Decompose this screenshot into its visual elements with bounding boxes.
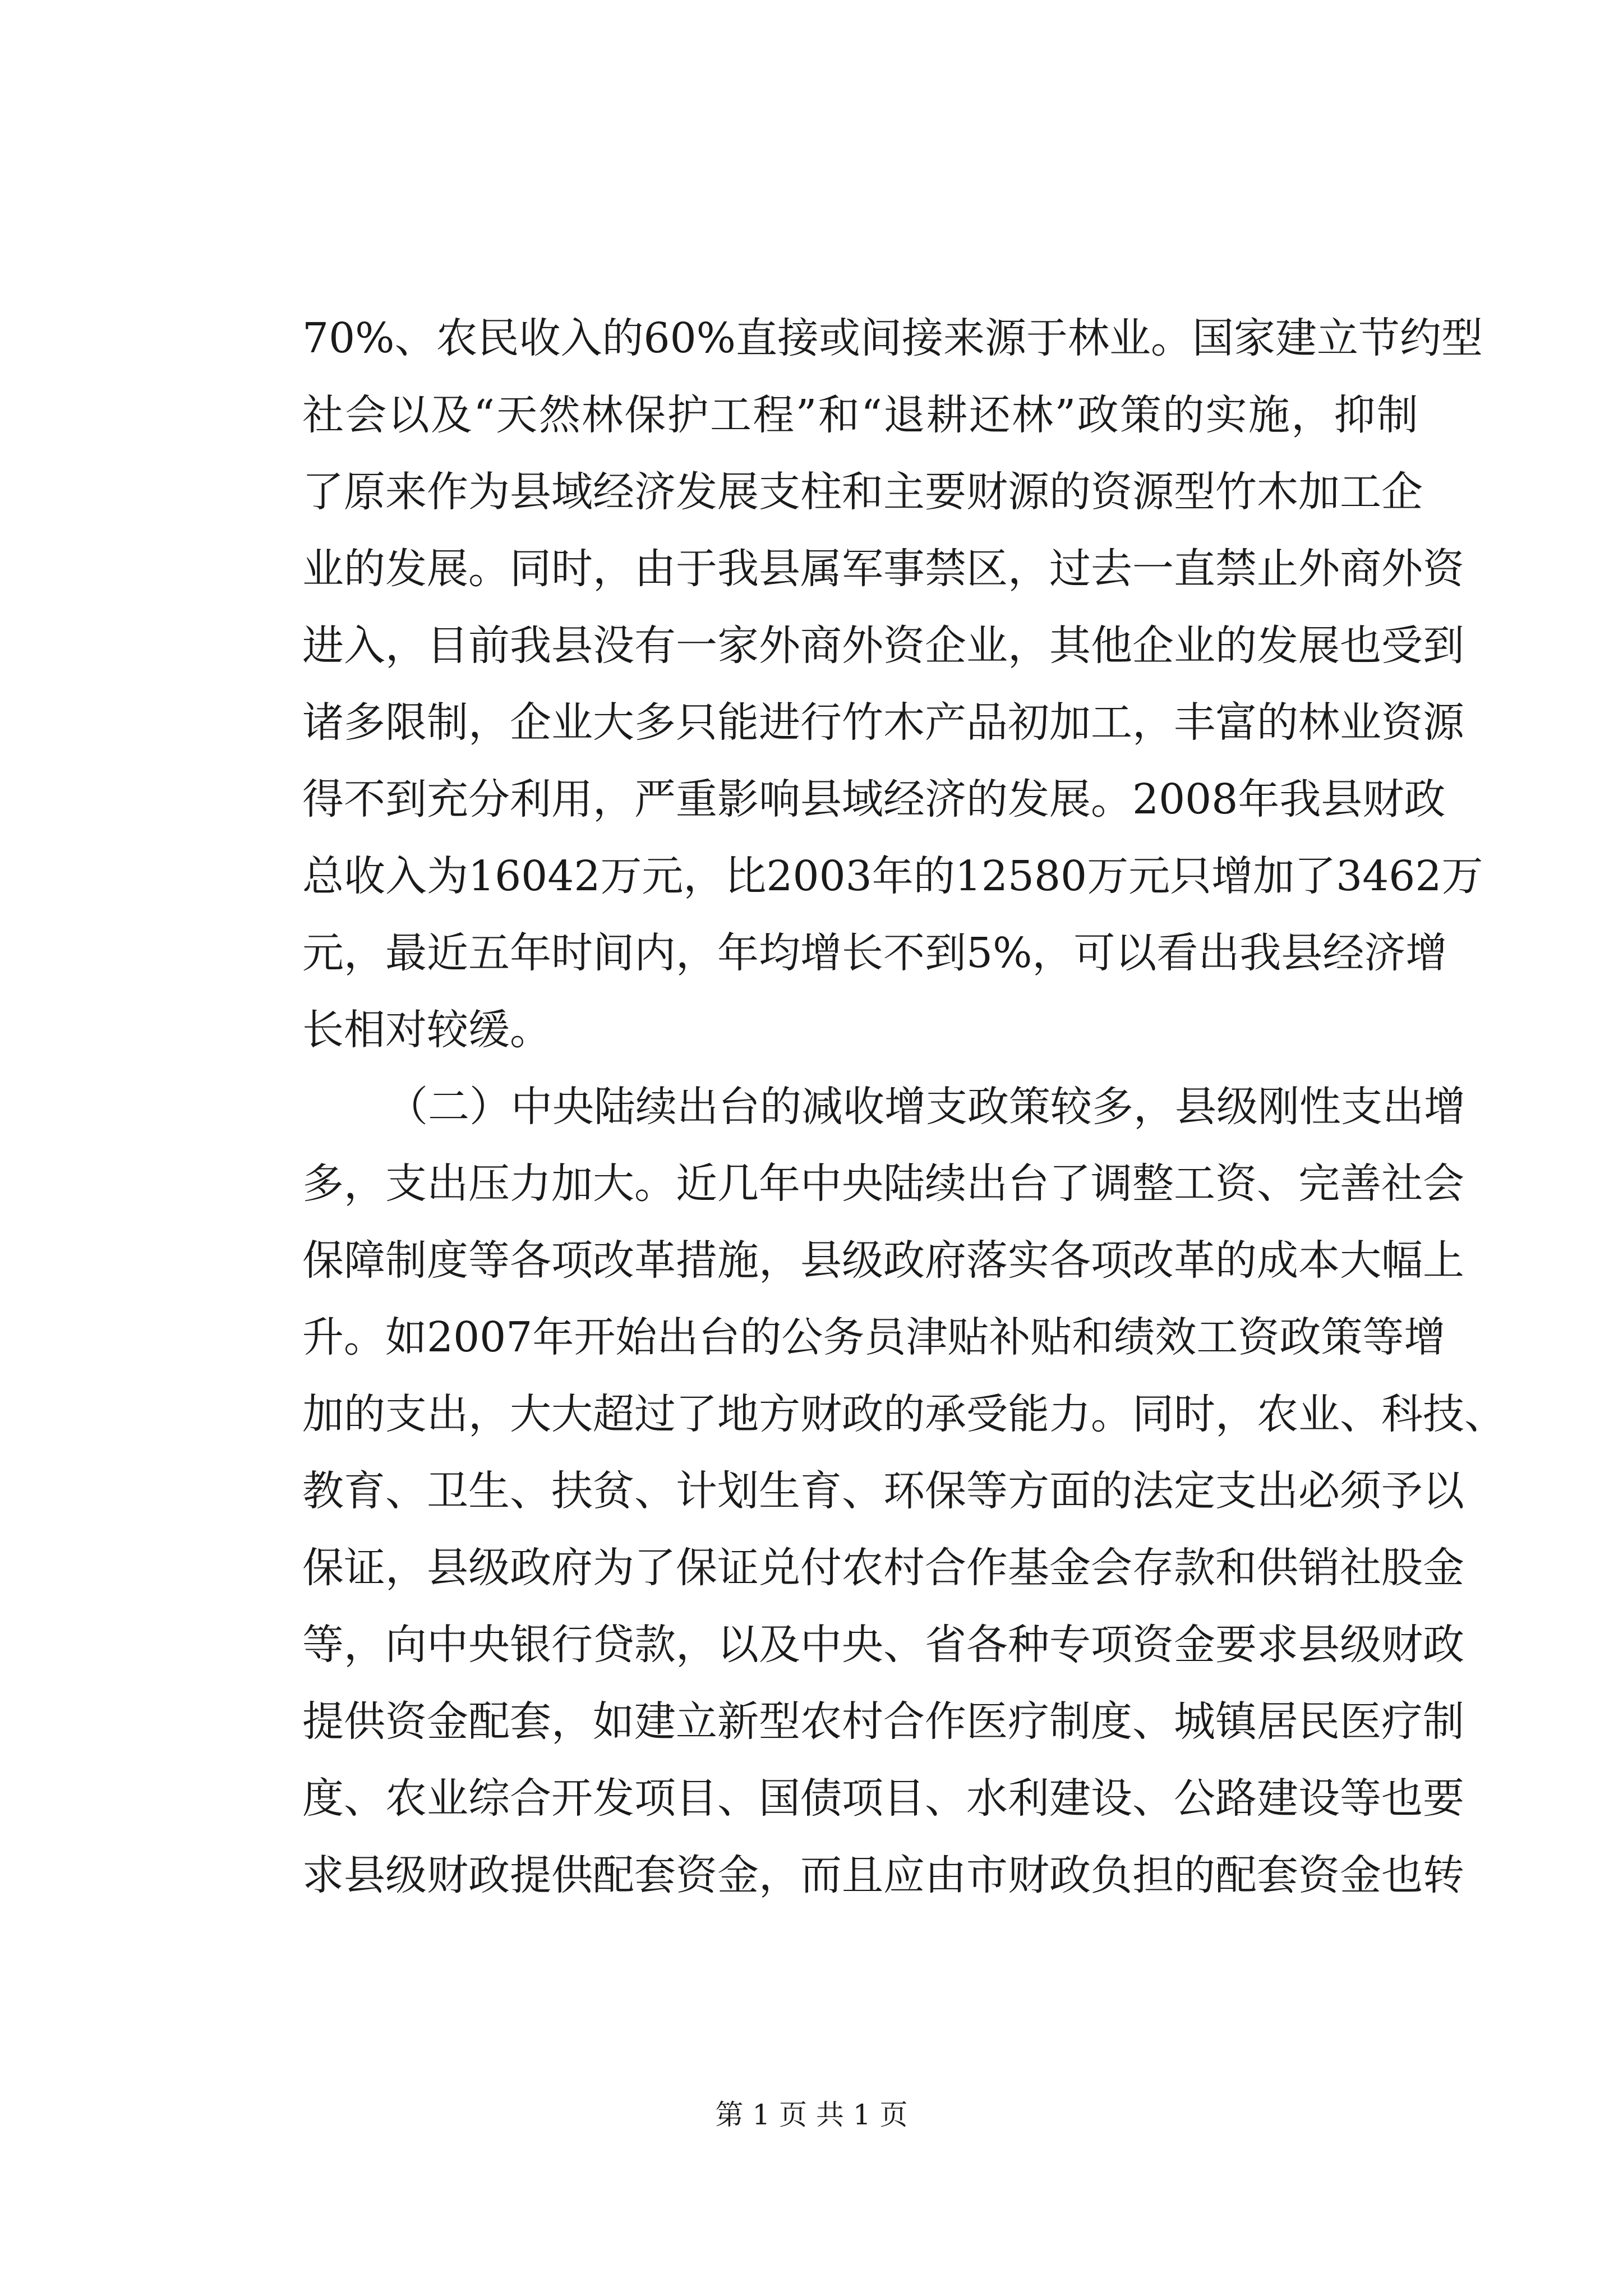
justified-text: 得 不 到 充 分 利 用 ， 严 重 影 响 县 域 经 济 的 发 展 。 2008 年 我 县 财 政: [302, 775, 1446, 823]
justified-text: 多 ， 支 出 压 力 加 大 。 近 几 年 中 央 陆 续 出 台 了 调 整 工 资 、 完 善 社 会: [302, 1159, 1464, 1208]
justified-text: 进 入 ， 目 前 我 县 没 有 一 家 外 商 外 资 企 业 ， 其 他 企 业 的 发 展 也 受 到: [302, 622, 1464, 670]
text-line: [302, 454, 1423, 531]
justified-text: 保 障 制 度 等 各 项 改 革 措 施 ， 县 级 政 府 落 实 各 项 改 革 的 成 本 大 幅 上: [302, 1236, 1464, 1285]
justified-text: 总 收 入 为 16042 万 元 ， 比 2003 年 的 12580 万 元 只 增 加 了 3462 万: [302, 852, 1483, 900]
text-line: [302, 300, 1483, 377]
text-line: [302, 1453, 1464, 1530]
text-line: [302, 531, 1464, 608]
text-line: [302, 1683, 1464, 1760]
text-line: [302, 1222, 1464, 1299]
text-line: [302, 761, 1446, 838]
text-line-indented: [302, 1069, 1465, 1145]
justified-text: 度 、 农 业 综 合 开 发 项 目 、 国 债 项 目 、 水 利 建 设 、 公 路 建 设 等 也 要: [302, 1774, 1464, 1823]
justified-text: 社 会 以 及 “ 天 然 林 保 护 工 程 ” 和 “ 退 耕 还 林 ” 政 策 的 实 施 ， 抑 制: [302, 391, 1418, 439]
text-line: [302, 608, 1464, 684]
justified-text: 加 的 支 出 ， 大 大 超 过 了 地 方 财 政 的 承 受 能 力 。 同 时 ， 农 业 、 科 技 、: [302, 1390, 1506, 1438]
text-line: [302, 1760, 1464, 1837]
justified-text: 了 原 来 作 为 县 域 经 济 发 展 支 柱 和 主 要 财 源 的 资 源 型 竹 木 加 工 企: [302, 468, 1423, 516]
justified-text: 教 育 、 卫 生 、 扶 贫 、 计 划 生 育 、 环 保 等 方 面 的 法 定 支 出 必 须 予 以: [302, 1467, 1464, 1515]
text-line: [302, 1530, 1464, 1607]
justified-text: 求 县 级 财 政 提 供 配 套 资 金 ， 而 且 应 由 市 财 政 负 担 的 配 套 资 金 也 转: [302, 1851, 1464, 1899]
paragraph-heading-text: [386, 1069, 1465, 1145]
text-line: [302, 377, 1418, 454]
justified-text: 诸 多 限 制 ， 企 业 大 多 只 能 进 行 竹 木 产 品 初 加 工 ， 丰 富 的 林 业 资 源: [302, 698, 1464, 747]
justified-text: 业 的 发 展 。 同 时 ， 由 于 我 县 属 军 事 禁 区 ， 过 去 一 直 禁 止 外 商 外 资: [302, 545, 1464, 593]
text-line: [302, 1299, 1446, 1376]
body-text: [302, 300, 1506, 1914]
justified-text: 升 。 如 2007 年 开 始 出 台 的 公 务 员 津 贴 补 贴 和 绩 效 工 资 政 策 等 增: [302, 1313, 1446, 1361]
page-footer: 第 1 页 共 1 页: [715, 2099, 908, 2131]
text-line: [302, 1376, 1506, 1453]
text-line: 长相对较缓。: [302, 1006, 551, 1054]
text-line: [302, 1607, 1464, 1683]
justified-text: 提 供 资 金 配 套 ， 如 建 立 新 型 农 村 合 作 医 疗 制 度 、 城 镇 居 民 医 疗 制: [302, 1697, 1464, 1746]
justified-text: 保 证 ， 县 级 政 府 为 了 保 证 兑 付 农 村 合 作 基 金 会 存 款 和 供 销 社 股 金: [302, 1544, 1464, 1592]
justified-text: 70% 、 农 民 收 入 的 60% 直 接 或 间 接 来 源 于 林 业 。 国 家 建 立 节 约 型: [302, 314, 1483, 362]
text-line: [302, 1837, 1464, 1914]
text-line: [302, 684, 1464, 761]
justified-text: 等 ， 向 中 央 银 行 贷 款 ， 以 及 中 央 、 省 各 种 专 项 资 金 要 求 县 级 财 政: [302, 1621, 1464, 1669]
text-line: [302, 838, 1483, 915]
justified-text: 元 ， 最 近 五 年 时 间 内 ， 年 均 增 长 不 到 5% ， 可 以 看 出 我 县 经 济 增: [302, 929, 1447, 977]
justified-text: （ 二 ） 中 央 陆 续 出 台 的 减 收 增 支 政 策 较 多 ， 县 级 刚 性 支 出 增: [386, 1083, 1465, 1131]
text-line: [302, 1145, 1464, 1222]
text-line: [302, 915, 1447, 992]
indent-space: [302, 1069, 386, 1145]
